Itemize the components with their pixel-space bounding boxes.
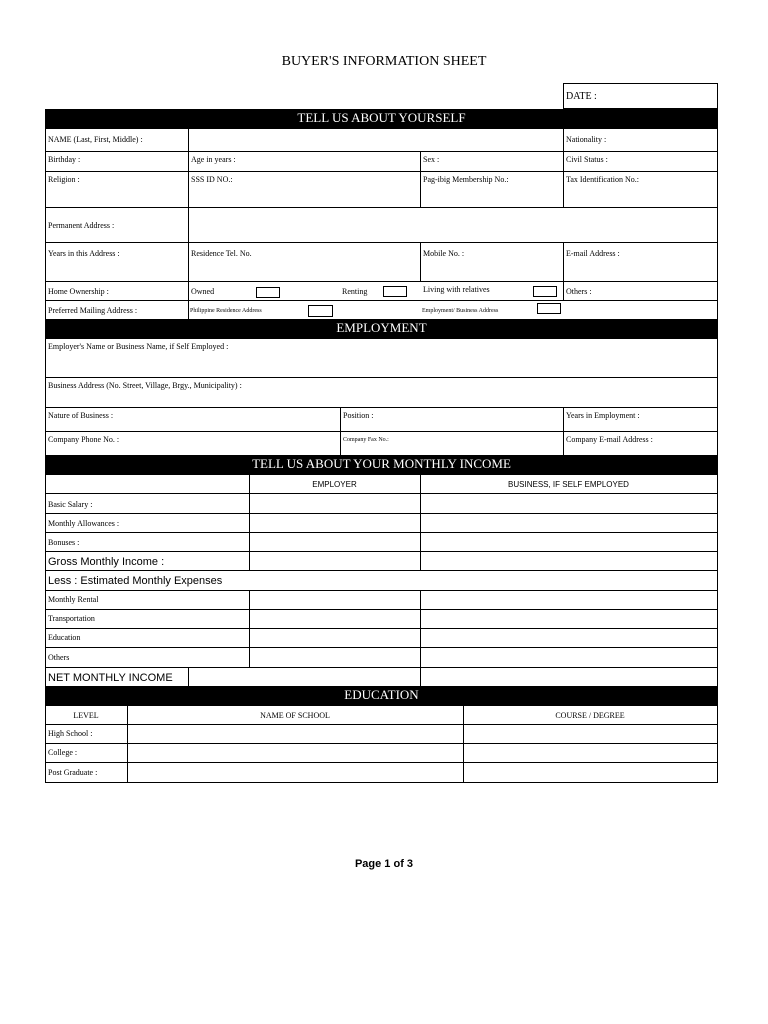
education-expense-employer[interactable]: [249, 628, 421, 648]
bonuses-label: Bonuses :: [45, 532, 250, 552]
education-col-school: NAME OF SCHOOL: [127, 705, 464, 725]
renting-checkbox[interactable]: [383, 286, 407, 297]
renting-label: Renting: [342, 287, 368, 296]
civil-status-field[interactable]: Civil Status :: [563, 151, 718, 172]
religion-field[interactable]: Religion :: [45, 171, 189, 208]
gross-income-label: Gross Monthly Income :: [45, 551, 250, 571]
transportation-business[interactable]: [420, 609, 718, 629]
post-graduate-name[interactable]: [127, 762, 464, 783]
employment-business-label: Employment/ Business Address: [422, 308, 499, 314]
owned-label: Owned: [191, 287, 215, 296]
home-ownership-options: [188, 281, 564, 301]
college-name[interactable]: [127, 743, 464, 763]
date-label: DATE :: [566, 91, 597, 102]
allowances-employer[interactable]: [249, 513, 421, 533]
high-school-name[interactable]: [127, 724, 464, 744]
others-expense-business[interactable]: [420, 647, 718, 668]
net-income-employer[interactable]: [188, 667, 421, 687]
section-about-header: TELL US ABOUT YOURSELF: [45, 109, 718, 128]
section-education-header: EDUCATION: [45, 686, 718, 705]
sex-field[interactable]: Sex :: [420, 151, 564, 172]
name-label: NAME (Last, First, Middle) :: [45, 128, 189, 152]
mailing-address-label: Preferred Mailing Address :: [45, 300, 189, 320]
date-field[interactable]: [563, 83, 718, 109]
income-col-employer: EMPLOYER: [249, 474, 421, 494]
living-relatives-checkbox[interactable]: [533, 286, 557, 297]
others-expense-label: Others: [45, 647, 250, 668]
net-income-label: NET MONTHLY INCOME: [45, 667, 189, 687]
basic-salary-label: Basic Salary :: [45, 493, 250, 514]
birthday-field[interactable]: Birthday :: [45, 151, 189, 172]
years-employment-field[interactable]: Years in Employment :: [563, 407, 718, 432]
rental-business[interactable]: [420, 590, 718, 610]
living-relatives-label: Living with relatives: [423, 285, 490, 294]
post-graduate-label: Post Graduate :: [45, 762, 128, 783]
college-label: College :: [45, 743, 128, 763]
employer-name-field[interactable]: Employer's Name or Business Name, if Self Employed :: [45, 338, 718, 378]
company-phone-field[interactable]: Company Phone No. :: [45, 431, 341, 456]
section-employment-header: EMPLOYMENT: [45, 319, 718, 338]
residence-tel-field[interactable]: Residence Tel. No.: [188, 242, 421, 282]
company-email-field[interactable]: Company E-mail Address :: [563, 431, 718, 456]
sheet-title: BUYER'S INFORMATION SHEET: [281, 54, 487, 69]
page-number: Page 1 of 3: [354, 858, 414, 870]
allowances-label: Monthly Allowances :: [45, 513, 250, 533]
bonuses-business[interactable]: [420, 532, 718, 552]
mobile-field[interactable]: Mobile No. :: [420, 242, 564, 282]
income-col-business: BUSINESS, IF SELF EMPLOYED: [420, 474, 718, 494]
income-blank-header: [45, 474, 250, 494]
rental-label: Monthly Rental: [45, 590, 250, 610]
owned-checkbox[interactable]: [256, 287, 280, 298]
transportation-label: Transportation: [45, 609, 250, 629]
nationality-field[interactable]: Nationality :: [563, 128, 718, 152]
basic-salary-business[interactable]: [420, 493, 718, 514]
net-income-business[interactable]: [420, 667, 718, 687]
position-field[interactable]: Position :: [340, 407, 564, 432]
high-school-course[interactable]: [463, 724, 718, 744]
email-field[interactable]: E-mail Address :: [563, 242, 718, 282]
transportation-employer[interactable]: [249, 609, 421, 629]
tin-field[interactable]: Tax Identification No.:: [563, 171, 718, 208]
education-col-course: COURSE / DEGREE: [463, 705, 718, 725]
home-ownership-label: Home Ownership :: [45, 281, 189, 301]
business-address-field[interactable]: Business Address (No. Street, Village, Brgy., Municipality) :: [45, 377, 718, 408]
company-fax-field[interactable]: Company Fax No.:: [340, 431, 564, 456]
bonuses-employer[interactable]: [249, 532, 421, 552]
years-address-field[interactable]: Years in this Address :: [45, 242, 189, 282]
less-expenses-label: Less : Estimated Monthly Expenses: [45, 570, 718, 591]
sss-field[interactable]: SSS ID NO.:: [188, 171, 421, 208]
gross-income-business[interactable]: [420, 551, 718, 571]
others-expense-employer[interactable]: [249, 647, 421, 668]
age-field[interactable]: Age in years :: [188, 151, 421, 172]
name-field[interactable]: [188, 128, 564, 152]
rental-employer[interactable]: [249, 590, 421, 610]
permanent-address-field[interactable]: [188, 207, 718, 243]
high-school-label: High School :: [45, 724, 128, 744]
nature-business-field[interactable]: Nature of Business :: [45, 407, 341, 432]
permanent-address-label: Permanent Address :: [45, 207, 189, 243]
pagibig-field[interactable]: Pag-ibig Membership No.:: [420, 171, 564, 208]
basic-salary-employer[interactable]: [249, 493, 421, 514]
education-expense-business[interactable]: [420, 628, 718, 648]
education-col-level: LEVEL: [45, 705, 128, 725]
section-income-header: TELL US ABOUT YOUR MONTHLY INCOME: [45, 455, 718, 474]
gross-income-employer[interactable]: [249, 551, 421, 571]
education-expense-label: Education: [45, 628, 250, 648]
others-field[interactable]: Others :: [563, 281, 718, 301]
employment-business-checkbox[interactable]: [537, 303, 561, 314]
allowances-business[interactable]: [420, 513, 718, 533]
post-graduate-course[interactable]: [463, 762, 718, 783]
college-course[interactable]: [463, 743, 718, 763]
philippine-residence-label: Philippine Residence Address: [190, 308, 262, 314]
philippine-residence-checkbox[interactable]: [308, 305, 333, 317]
